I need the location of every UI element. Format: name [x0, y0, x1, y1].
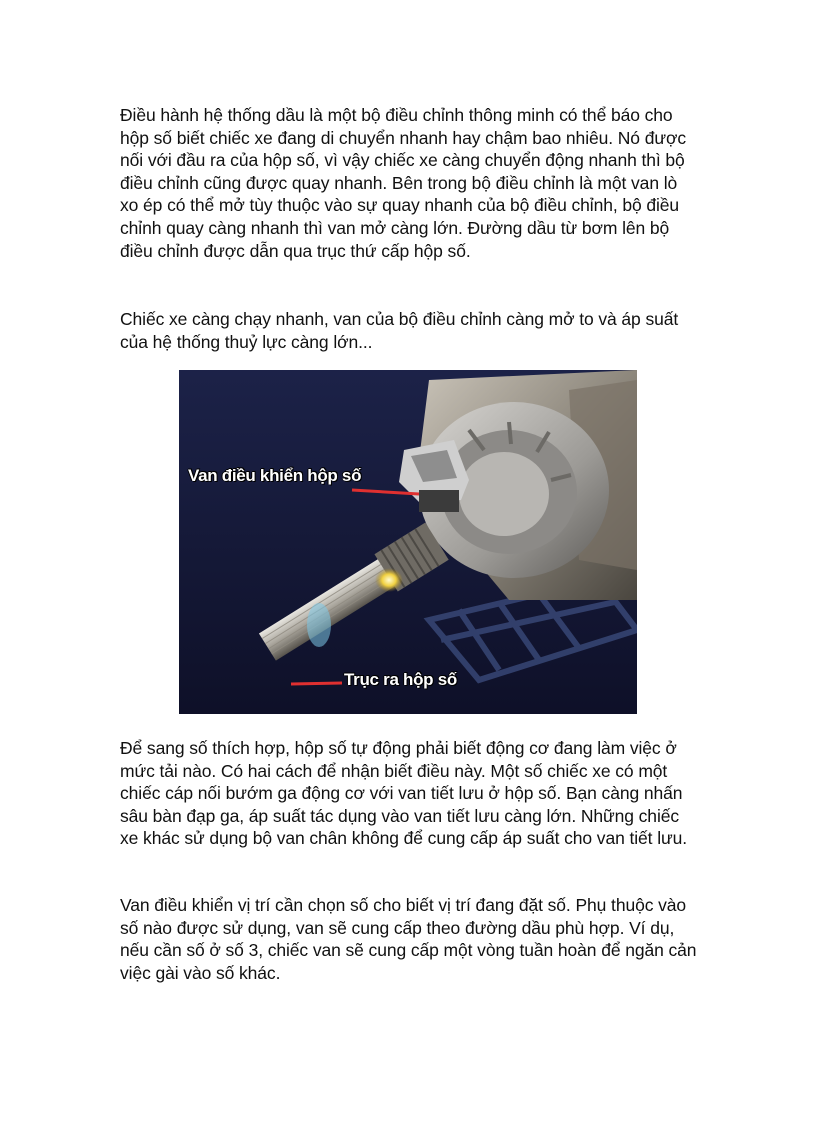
callout-valve-label: Van điều khiển hộp số — [188, 466, 362, 485]
paragraph-manual-valve: Van điều khiển vị trí cần chọn số cho biết vị trí đang đặt số. Phụ thuộc vào số nào được sử dụng, van sẽ cung cấp theo đường dầu phù hợp. Ví dụ, nếu cần số ở số 3, chiếc van sẽ cung cấp một vòng tuần hoàn để ngăn cản việc gài vào số khác. — [120, 895, 697, 983]
callout-shaft-label: Trục ra hộp số — [344, 670, 457, 689]
paragraph-load-sensing: Để sang số thích hợp, hộp số tự động phải biết động cơ đang làm việc ở mức tải nào. Có hai cách để nhận biết điều này. Một số chiếc xe có một chiếc cáp nối bướm ga động cơ với van tiết lưu ở hộp số. Bạn càng nhấn sâu bàn đạp ga, áp suất tác dụng vào van tiết lưu càng lớn. Những chiếc xe khác sử dụng bộ van chân không để cung cấp áp suất cho van tiết lưu. — [120, 738, 687, 849]
transmission-photo — [179, 370, 637, 714]
transmission-illustration — [179, 370, 637, 714]
paragraph-speed-pressure: Chiếc xe càng chạy nhanh, van của bộ điều chỉnh càng mở to và áp suất của hệ thống thuỷ lực càng lớn... — [120, 309, 679, 352]
paragraph-governor: Điều hành hệ thống dầu là một bộ điều chỉnh thông minh có thể báo cho hộp số biết chiếc xe đang di chuyển nhanh hay chậm bao nhiêu. Nó được nối với đầu ra của hộp số, vì vậy chiếc xe càng chuyển động nhanh thì bộ điều chỉnh cũng được quay nhanh. Bên trong bộ điều chỉnh là một van lò xo ép có thể mở tùy thuộc vào sự quay nhanh của bộ điều chỉnh, bộ điều chỉnh quay càng nhanh thì van mở càng lớn. Đường dầu từ bơm lên bộ điều chỉnh được dẫn qua trục thứ cấp hộp số. — [120, 105, 686, 261]
